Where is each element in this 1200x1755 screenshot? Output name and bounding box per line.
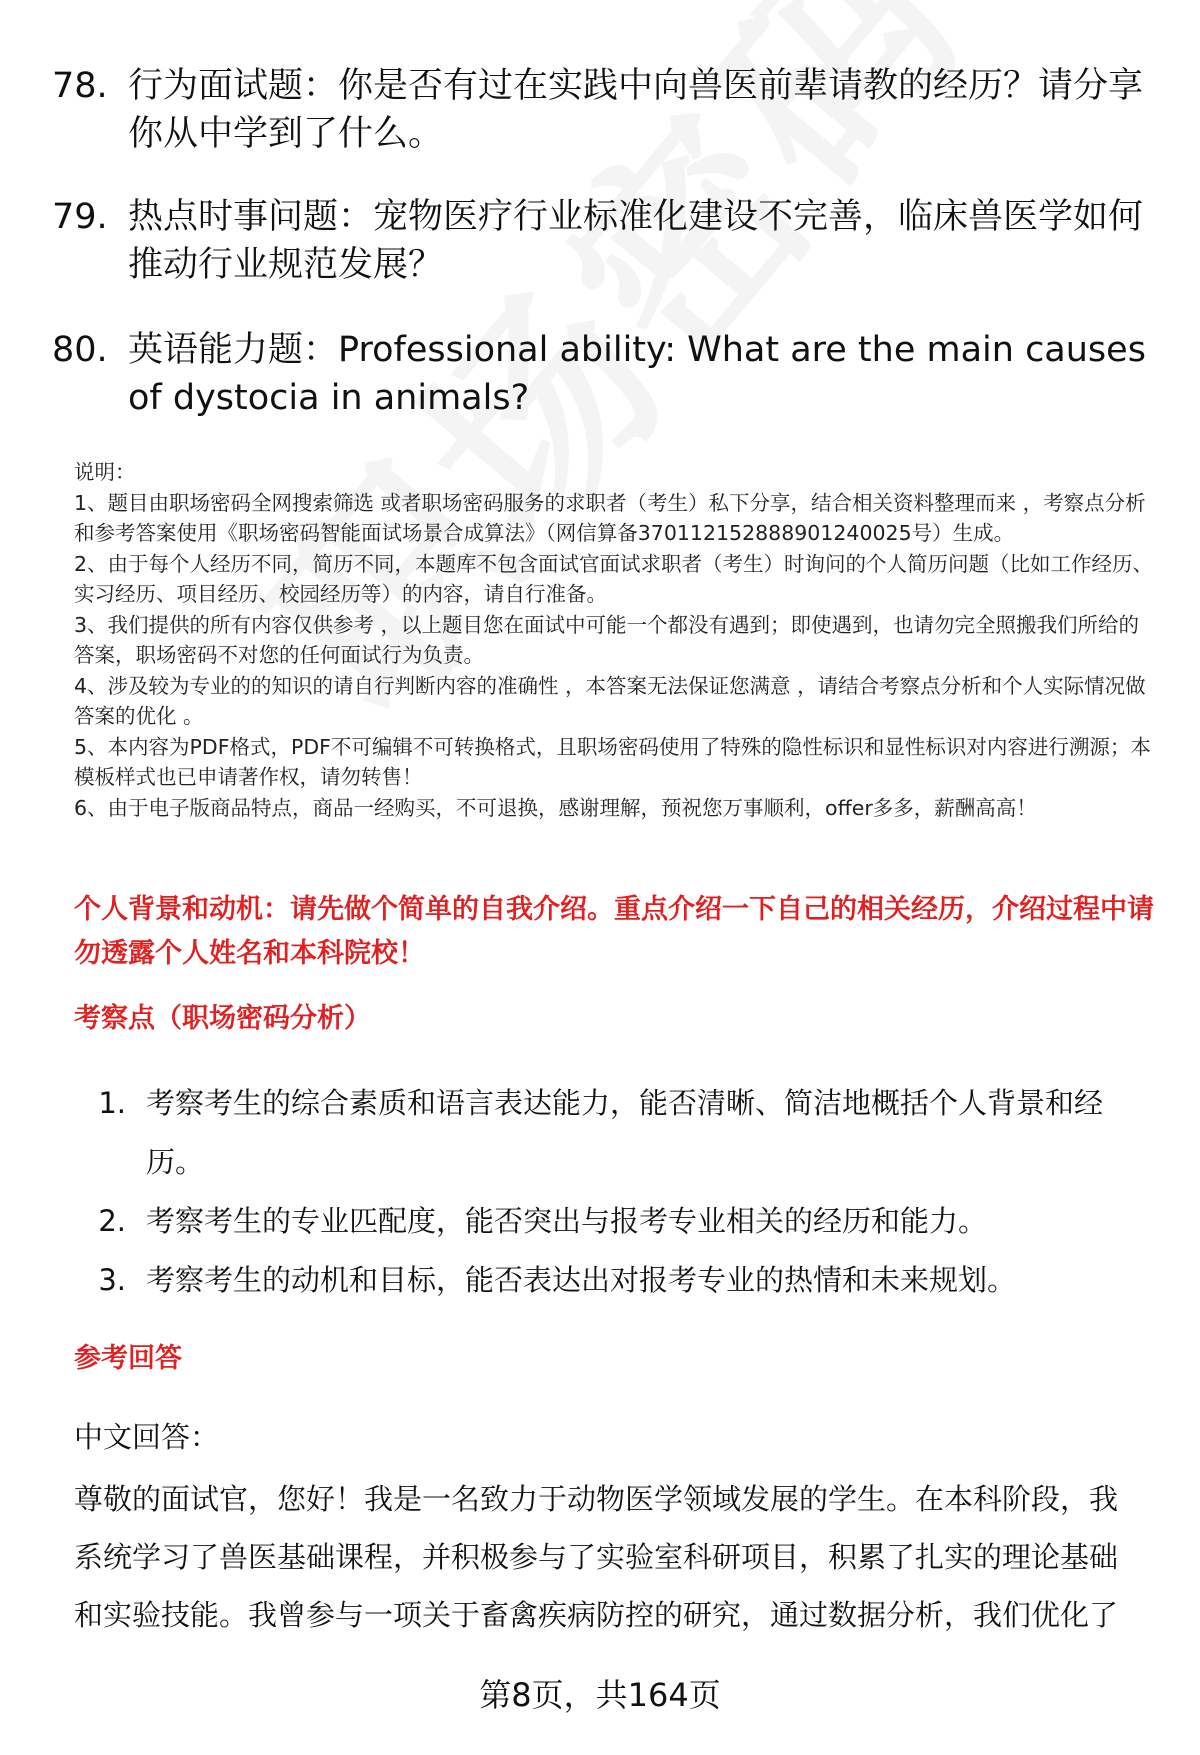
page-number: 第8页，共164页	[479, 1676, 721, 1714]
answer-body: 尊敬的面试官，您好！我是一名致力于动物医学领域发展的学生。在本科阶段，我系统学习了兽医基础课程，并积极参与了实验室科研项目，积累了扎实的理论基础和实验技能。我曾参与一项关于畜禽疾病防控的研究，通过数据分析，我们优化了	[74, 1482, 1119, 1632]
answer-language-label: 中文回答：	[74, 1420, 220, 1454]
note-item: 6、由于电子版商品特点，商品一经购买，不可退换，感谢理解，预祝您万事顺利，offer多多，薪酬高高！	[74, 795, 1037, 820]
list-item	[74, 1251, 1144, 1310]
question-78	[52, 62, 1162, 158]
question-text: 英语能力题：Professional ability: What are the main causes of dystocia in animals?	[128, 330, 1146, 418]
question-number: 80.	[52, 330, 108, 370]
assessment-points-list	[74, 1074, 1144, 1310]
list-item	[74, 1074, 1144, 1192]
assessment-points-heading: 考察点（职场密码分析）	[74, 1003, 371, 1034]
note-item: 1、题目由职场密码全网搜索筛选 或者职场密码服务的求职者（考生）私下分享，结合相关资料整理而来 ，考察点分析和参考答案使用《职场密码智能面试场景合成算法》（网信算备370112152888901240025号）生成。	[74, 490, 1146, 545]
list-item-number: 1.	[98, 1086, 126, 1120]
question-number: 78.	[52, 66, 108, 106]
list-item-text: 考察考生的综合素质和语言表达能力，能否清晰、简洁地概括个人背景和经历。	[146, 1086, 1104, 1179]
disclaimer-notes	[74, 457, 1154, 823]
question-text: 行为面试题：你是否有过在实践中向兽医前辈请教的经历？请分享你从中学到了什么。	[128, 66, 1144, 154]
question-79	[52, 193, 1162, 289]
note-item: 3、我们提供的所有内容仅供参考 ，以上题目您在面试中可能一个都没有遇到；即使遇到，也请勿完全照搬我们所给的答案，职场密码不对您的任何面试行为负责。	[74, 612, 1140, 667]
note-item: 4、涉及较为专业的的知识的请自行判断内容的准确性 ，本答案无法保证您满意 ，请结合考察点分析和个人实际情况做答案的优化 。	[74, 673, 1146, 728]
notes-title: 说明：	[74, 460, 136, 484]
reference-answer-heading: 参考回答	[74, 1343, 182, 1374]
question-number: 79.	[52, 197, 108, 237]
note-item: 5、本内容为PDF格式，PDF不可编辑不可转换格式，且职场密码使用了特殊的隐性标识和显性标识对内容进行溯源；本模板样式也已申请著作权，请勿转售！	[74, 734, 1151, 789]
note-item: 2、由于每个人经历不同，简历不同，本题库不包含面试官面试求职者（考生）时询问的个人简历问题（比如工作经历、实习经历、项目经历、校园经历等）的内容，请自行准备。	[74, 551, 1154, 606]
list-item-text: 考察考生的动机和目标，能否表达出对报考专业的热情和未来规划。	[146, 1263, 1017, 1297]
question-80	[52, 326, 1162, 422]
intro-question-heading: 个人背景和动机：请先做个简单的自我介绍。重点介绍一下自己的相关经历，介绍过程中请勿透露个人姓名和本科院校！	[74, 894, 1154, 969]
list-item-number: 3.	[98, 1263, 126, 1297]
list-item-number: 2.	[98, 1204, 126, 1238]
question-text: 热点时事问题：宠物医疗行业标准化建设不完善，临床兽医学如何推动行业规范发展？	[128, 197, 1144, 285]
list-item-text: 考察考生的专业匹配度，能否突出与报考专业相关的经历和能力。	[146, 1204, 988, 1238]
list-item	[74, 1192, 1144, 1251]
